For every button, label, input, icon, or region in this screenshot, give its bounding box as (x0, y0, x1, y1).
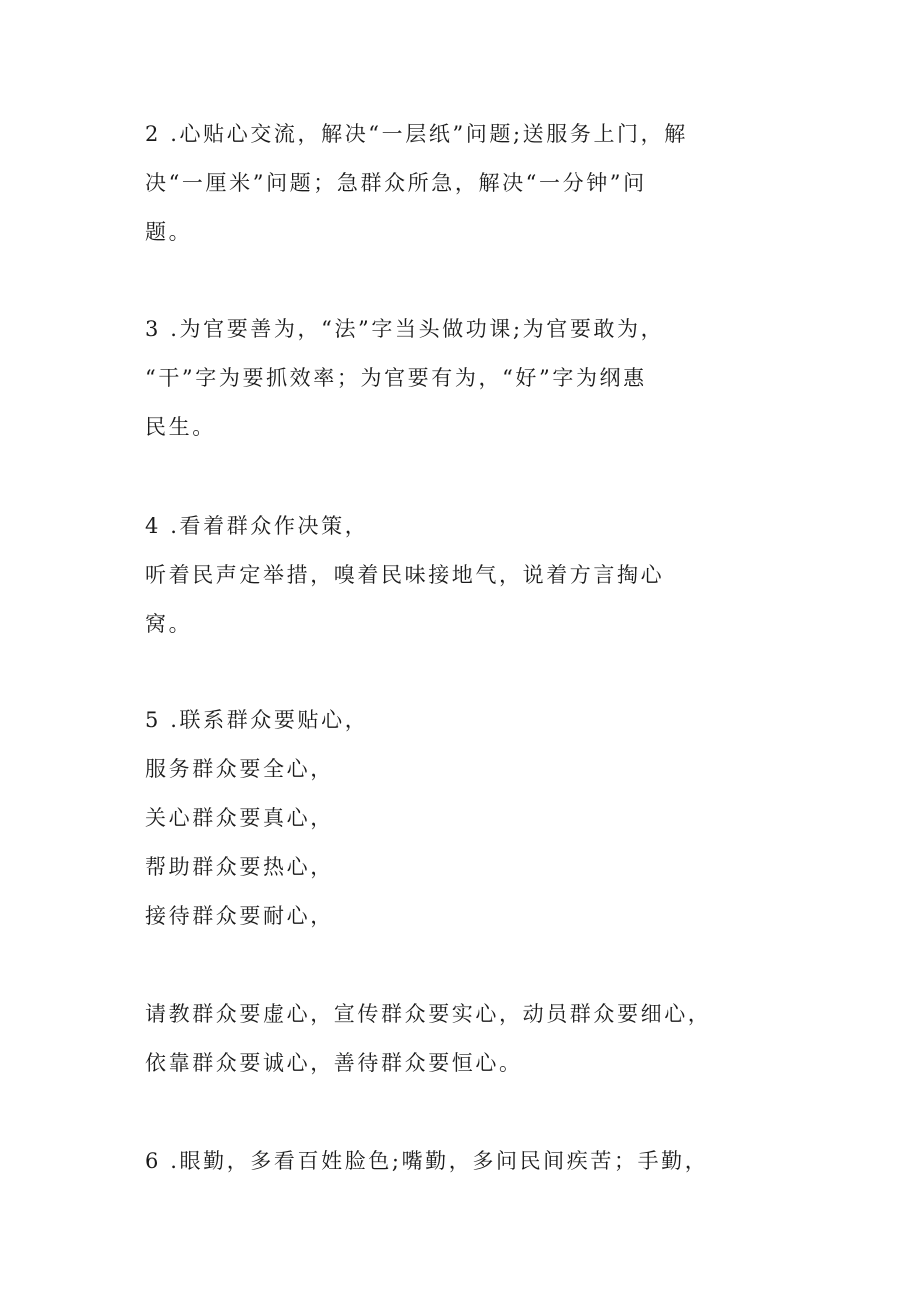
paragraph-line: 窝。 (145, 612, 193, 636)
paragraph-line: 3 .为官要善为，“法”字当头做功课;为官要敢为， (145, 317, 665, 341)
paragraph-line: 6 .眼勤，多看百姓脸色;嘴勤，多问民间疾苦；手勤， (145, 1149, 709, 1173)
paragraph-line: “干”字为要抓效率；为官要有为，“好”字为纲惠 (145, 366, 647, 390)
paragraph-line: 决“一厘米”问题；急群众所急，解决“一分钟”问 (145, 171, 647, 195)
paragraph-line: 帮助群众要热心， (145, 855, 334, 879)
paragraph-line: 关心群众要真心， (145, 806, 334, 830)
paragraph-line: 4 .看着群众作决策， (145, 514, 369, 538)
paragraph-line: 听着民声定举措，嗅着民味接地气，说着方言掏心 (145, 563, 665, 587)
paragraph-line: 请教群众要虚心，宣传群众要实心，动员群众要细心， (145, 1002, 712, 1026)
paragraph-line: 服务群众要全心， (145, 757, 334, 781)
paragraph-line: 依靠群众要诚心，善待群众要恒心。 (145, 1051, 523, 1075)
paragraph-line: 民生。 (145, 415, 216, 439)
paragraph-line: 5 .联系群众要贴心， (145, 708, 369, 732)
paragraph-line: 题。 (145, 220, 193, 244)
paragraph-line: 2 .心贴心交流，解决“一层纸”问题;送服务上门，解 (145, 122, 688, 146)
paragraph-line: 接待群众要耐心， (145, 904, 334, 928)
